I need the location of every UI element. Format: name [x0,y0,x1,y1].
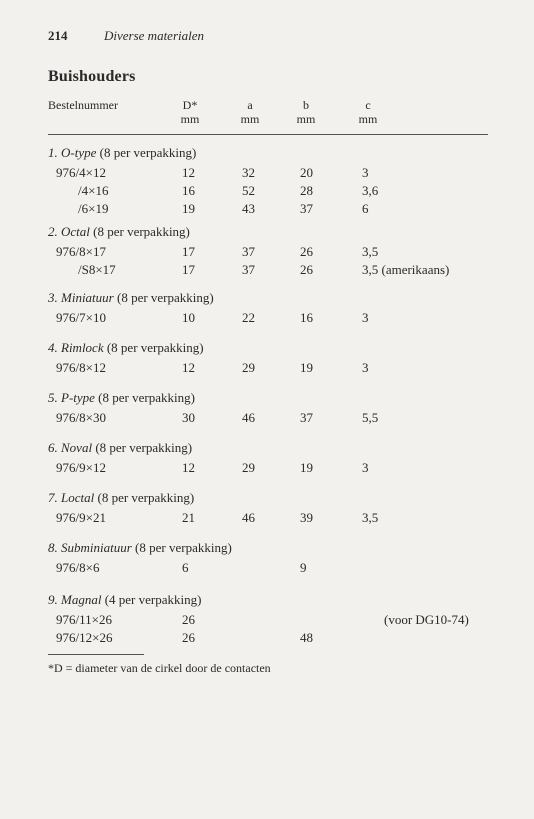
column-header-b-label: b [303,98,309,112]
cell-a: 46 [242,410,255,425]
column-header-b [294,98,318,126]
column-header-c-label: c [365,98,371,112]
column-header-D [178,98,202,126]
cell-D: 30 [182,410,195,425]
section-heading [48,340,204,356]
section-heading [48,592,201,608]
order-number: 976/8×17 [56,244,106,259]
order-number: 976/8×30 [56,410,106,425]
section-pack-size: (8 per verpakking) [99,145,197,160]
cell-D: 26 [182,612,195,627]
section-heading [48,145,196,161]
section-heading [48,224,190,240]
column-header-order [48,98,118,112]
section-type: Rimlock [61,340,104,355]
footnote-rule [48,654,144,655]
section-type: Loctal [61,490,95,505]
cell-b: 48 [300,630,313,645]
cell-D: 16 [182,183,195,198]
section-pack-size: (8 per verpakking) [93,224,190,239]
cell-a: 32 [242,165,255,180]
section-pack-size: (8 per verpakking) [95,440,193,455]
section-heading [48,540,232,556]
section-number: 8. [48,540,58,555]
section-number: 4. [48,340,58,355]
section-number: 3. [48,290,58,305]
cell-a: 37 [242,262,255,277]
order-number: 976/8×6 [56,560,100,575]
running-header: Diverse materialen [104,28,205,43]
order-number: /6×19 [78,201,109,216]
cell-c: 3,5 [362,510,379,525]
column-header-b-unit: mm [296,112,316,126]
section-type: Octal [61,224,90,239]
cell-b: 26 [300,244,313,259]
column-header-order-label: Bestelnummer [48,98,118,112]
section-type: O-type [61,145,97,160]
order-number: 976/4×12 [56,165,106,180]
cell-D: 19 [182,201,195,216]
section-number: 7. [48,490,58,505]
cell-b: 9 [300,560,307,575]
column-header-a-unit: mm [240,112,260,126]
section-type: P-type [61,390,95,405]
cell-c: 3,5 [362,244,379,259]
column-header-D-label: D* [182,98,198,112]
section-type: Noval [61,440,93,455]
cell-c: 3,5 (amerikaans) [362,262,450,277]
cell-D: 17 [182,262,195,277]
section-pack-size: (8 per verpakking) [135,540,232,555]
cell-a: 29 [242,360,255,375]
cell-b: 19 [300,360,313,375]
cell-c: 3 [362,460,369,475]
section-heading [48,390,195,406]
order-number: 976/8×12 [56,360,106,375]
cell-b: 37 [300,410,313,425]
order-number: /4×16 [78,183,109,198]
cell-c: 3 [362,360,369,375]
section-number: 5. [48,390,58,405]
header-rule [48,134,488,135]
cell-a: 22 [242,310,255,325]
cell-a: 46 [242,510,255,525]
cell-b: 37 [300,201,313,216]
section-heading [48,440,192,456]
cell-D: 12 [182,460,195,475]
cell-a: 37 [242,244,255,259]
section-number: 2. [48,224,58,239]
cell-c: 3 [362,310,369,325]
order-number: 976/11×26 [56,612,112,627]
column-header-c [356,98,380,126]
cell-b: 20 [300,165,313,180]
page-title: Buishouders [48,68,136,85]
section-pack-size: (4 per verpakking) [104,592,202,607]
order-number: 976/9×12 [56,460,106,475]
section-pack-size: (8 per verpakking) [98,390,195,405]
cell-D: 12 [182,165,195,180]
cell-c: 3,6 [362,183,379,198]
cell-D: 12 [182,360,195,375]
section-heading [48,490,194,506]
column-header-a-label: a [247,98,253,112]
cell-a: 43 [242,201,255,216]
order-number: 976/12×26 [56,630,113,645]
column-header-D-unit: mm [180,112,200,126]
cell-D: 6 [182,560,189,575]
cell-b: 26 [300,262,313,277]
page-number: 214 [48,28,68,43]
cell-b: 39 [300,510,313,525]
section-pack-size: (8 per verpakking) [97,490,195,505]
cell-c: 3 [362,165,369,180]
column-header-c-unit: mm [358,112,378,126]
cell-b: 28 [300,183,313,198]
cell-c: 6 [362,201,369,216]
order-number: 976/7×10 [56,310,106,325]
section-pack-size: (8 per verpakking) [106,340,204,355]
order-number: /S8×17 [78,262,116,277]
cell-b: 16 [300,310,313,325]
cell-b: 19 [300,460,313,475]
section-type: Magnal [61,592,102,607]
cell-note: (voor DG10-74) [384,612,469,627]
cell-D: 10 [182,310,195,325]
cell-a: 29 [242,460,255,475]
cell-a: 52 [242,183,255,198]
section-pack-size: (8 per verpakking) [116,290,214,305]
footnote: *D = diameter van de cirkel door de contacten [48,661,271,675]
cell-D: 21 [182,510,195,525]
cell-D: 26 [182,630,195,645]
order-number: 976/9×21 [56,510,106,525]
section-heading [48,290,214,306]
section-type: Miniatuur [61,290,114,305]
cell-c: 5,5 [362,410,379,425]
section-number: 9. [48,592,58,607]
cell-D: 17 [182,244,195,259]
section-type: Subminiatuur [61,540,132,555]
column-header-a [238,98,262,126]
section-number: 1. [48,145,58,160]
section-number: 6. [48,440,58,455]
